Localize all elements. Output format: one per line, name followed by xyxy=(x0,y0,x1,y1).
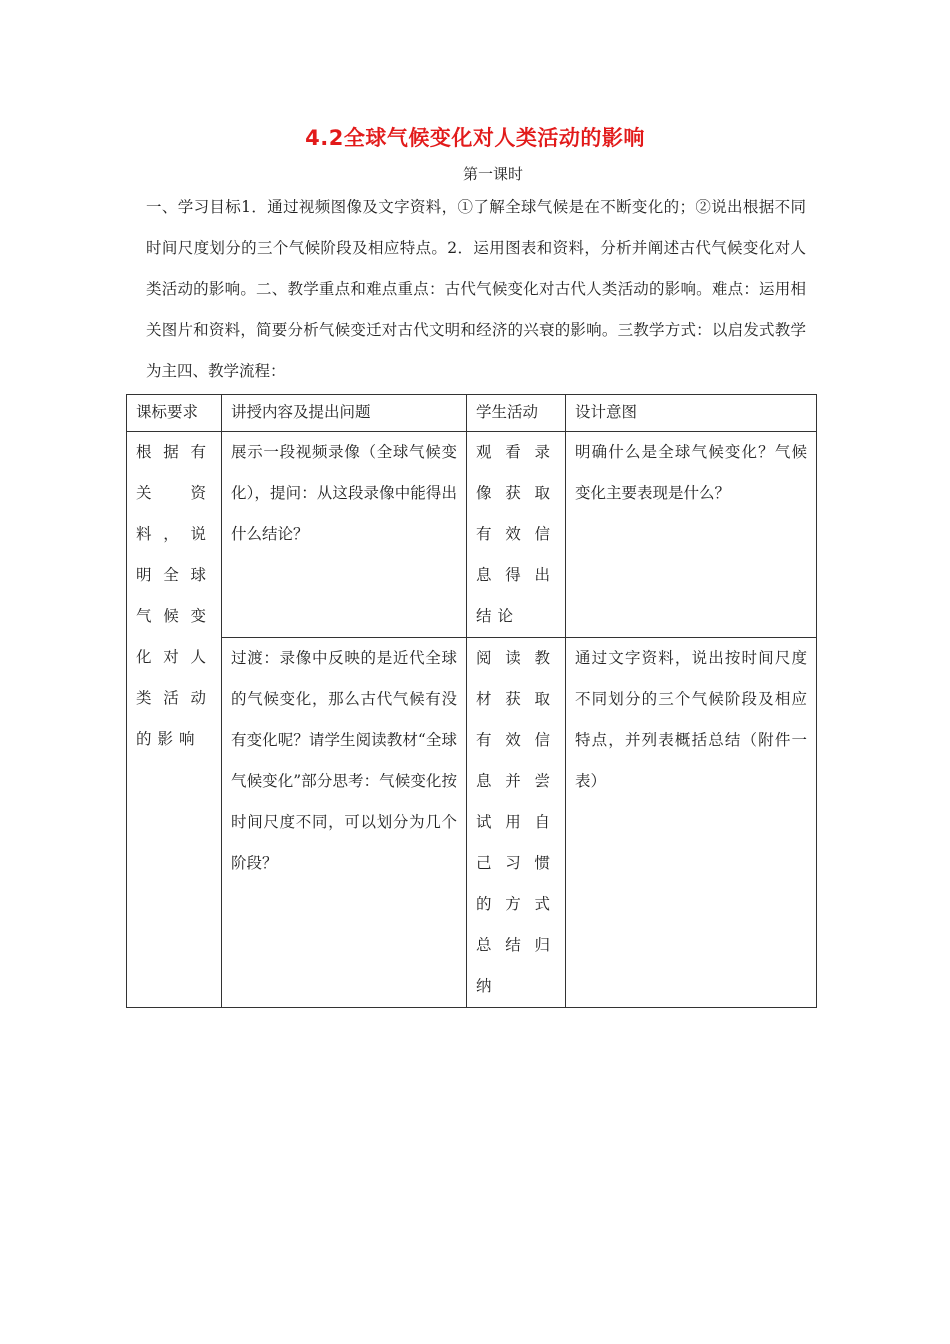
table-header-row xyxy=(127,395,817,432)
header-requirement: 课标要求 xyxy=(127,395,222,432)
cell-activity: 阅读教材获取有效信息并尝试用自己习惯的方式总结归纳 xyxy=(467,638,566,1008)
cell-requirement: 根据有关资料，说明全球气候变化对人类活动的影响 xyxy=(127,432,222,1008)
cell-intent: 通过文字资料，说出按时间尺度不同划分的三个气候阶段及相应特点，并列表概括总结（附件一表） xyxy=(566,638,817,1008)
header-intent: 设计意图 xyxy=(566,395,817,432)
intro-paragraph: 一、学习目标1．通过视频图像及文字资料，①了解全球气候是在不断变化的；②说出根据不同时间尺度划分的三个气候阶段及相应特点。2．运用图表和资料，分析并阐述古代气候变化对人类活动的影响。二、教学重点和难点重点：古代气候变化对古代人类活动的影响。难点：运用相关图片和资料，简要分析气候变迁对古代文明和经济的兴衰的影响。三教学方式：以启发式教学为主四、教学流程： xyxy=(146,198,806,380)
cell-intent: 明确什么是全球气候变化？气候变化主要表现是什么？ xyxy=(566,432,817,638)
table-row xyxy=(127,638,817,1008)
cell-content: 过渡：录像中反映的是近代全球的气候变化，那么古代气候有没有变化呢？请学生阅读教材“全球气候变化”部分思考：气候变化按时间尺度不同，可以划分为几个阶段？ xyxy=(222,638,467,1008)
cell-content: 展示一段视频录像（全球气候变化），提问：从这段录像中能得出什么结论？ xyxy=(222,432,467,638)
header-activity: 学生活动 xyxy=(467,395,566,432)
cell-activity: 观看录像获取有效信息得出结论 xyxy=(467,432,566,638)
document-title: 4.2全球气候变化对人类活动的影响 xyxy=(305,126,645,150)
table-row xyxy=(127,432,817,638)
document-subtitle: 第一课时 xyxy=(462,165,523,183)
lesson-flow-table xyxy=(126,394,817,1008)
header-content: 讲授内容及提出问题 xyxy=(222,395,467,432)
